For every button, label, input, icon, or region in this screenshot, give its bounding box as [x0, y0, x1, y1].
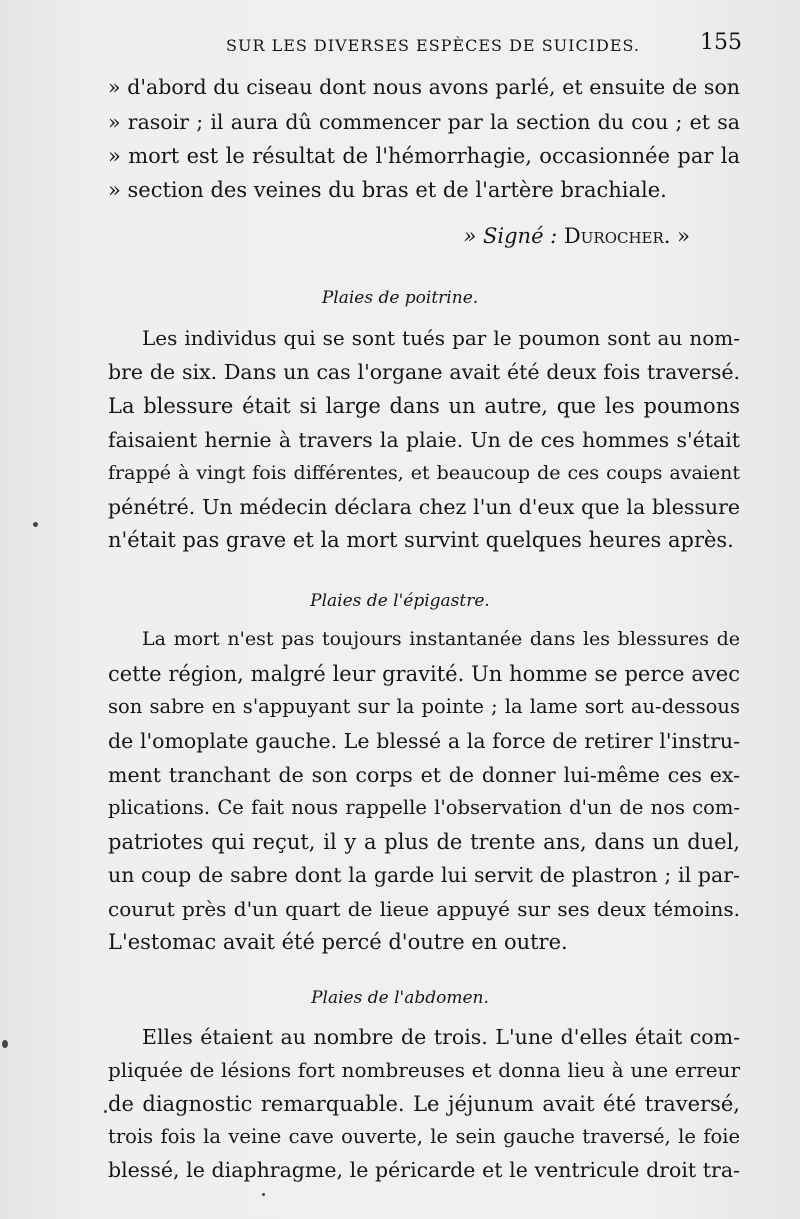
- paragraph-line: Elles étaient au nombre de trois. L'une d'elles était com-: [142, 1025, 740, 1049]
- paragraph-line: Les individus qui se sont tués par le poumon sont au nom-: [142, 326, 740, 350]
- paragraph-line: La blessure était si large dans un autre, que les poumons: [108, 394, 740, 418]
- signature-suffix: »: [670, 224, 690, 248]
- quote-line: » mort est le résultat de l'hémorrhagie, occasionnée par la: [108, 144, 740, 168]
- paragraph-line: La mort n'est pas toujours instantanée dans les blessures de: [142, 628, 740, 650]
- paragraph-line: de l'omoplate gauche. Le blessé a la force de retirer l'instru-: [108, 729, 740, 753]
- scan-speck: [262, 1193, 265, 1196]
- paragraph-line: faisaient hernie à travers la plaie. Un de ces hommes s'était: [108, 428, 740, 452]
- paragraph-line: ment tranchant de son corps et de donner lui-même ces ex-: [108, 763, 740, 787]
- paragraph-line: frappé à vingt fois différentes, et beaucoup de ces coups avaient: [108, 462, 740, 484]
- paragraph-line: patriotes qui reçut, il y a plus de trente ans, dans un duel,: [108, 830, 740, 854]
- section-heading: Plaies de poitrine.: [321, 288, 479, 308]
- paragraph-line: courut près d'un quart de lieue appuyé sur ses deux témoins.: [108, 897, 740, 921]
- paragraph-line: trois fois la veine cave ouverte, le sein gauche traversé, le foie: [108, 1125, 740, 1148]
- page-number: 155: [700, 30, 742, 55]
- paragraph-line: pliquée de lésions fort nombreuses et donna lieu à une erreur: [108, 1058, 740, 1082]
- paragraph-line: plications. Ce fait nous rappelle l'observation d'un de nos com-: [108, 796, 740, 819]
- scan-speck: [2, 1040, 8, 1048]
- running-title: SUR LES DIVERSES ESPÈCES DE SUICIDES.: [226, 36, 641, 55]
- signature: [108, 226, 690, 247]
- paragraph-line: n'était pas grave et la mort survint quelques heures après.: [108, 528, 734, 552]
- paragraph-line: pénétré. Un médecin déclara chez l'un d'eux que la blessure: [108, 495, 740, 519]
- paragraph-line: son sabre en s'appuyant sur la pointe ; la lame sort au-dessous: [108, 695, 740, 718]
- paragraph-line: L'estomac avait été percé d'outre en outre.: [108, 930, 568, 954]
- quote-line: » d'abord du ciseau dont nous avons parlé, et ensuite de son: [108, 75, 740, 99]
- paragraph-line: cette région, malgré leur gravité. Un homme se perce avec: [108, 662, 740, 686]
- signature-prefix: » Signé :: [463, 224, 564, 248]
- quote-line: » section des veines du bras et de l'artère brachiale.: [108, 178, 667, 202]
- section-heading: Plaies de l'abdomen.: [311, 988, 489, 1008]
- paragraph-line: de diagnostic remarquable. Le jéjunum avait été traversé,: [108, 1092, 740, 1116]
- quote-line: » rasoir ; il aura dû commencer par la section du cou ; et sa: [108, 110, 740, 134]
- paragraph-line: blessé, le diaphragme, le péricarde et le ventricule droit tra-: [108, 1158, 740, 1182]
- signature-name: Durocher.: [563, 224, 671, 248]
- scan-speck: [104, 1110, 107, 1113]
- section-heading: Plaies de l'épigastre.: [310, 591, 490, 611]
- scan-speck: [33, 522, 38, 527]
- paragraph-line: un coup de sabre dont la garde lui servit de plastron ; il par-: [108, 863, 740, 887]
- paragraph-line: bre de six. Dans un cas l'organe avait été deux fois traversé.: [108, 360, 740, 384]
